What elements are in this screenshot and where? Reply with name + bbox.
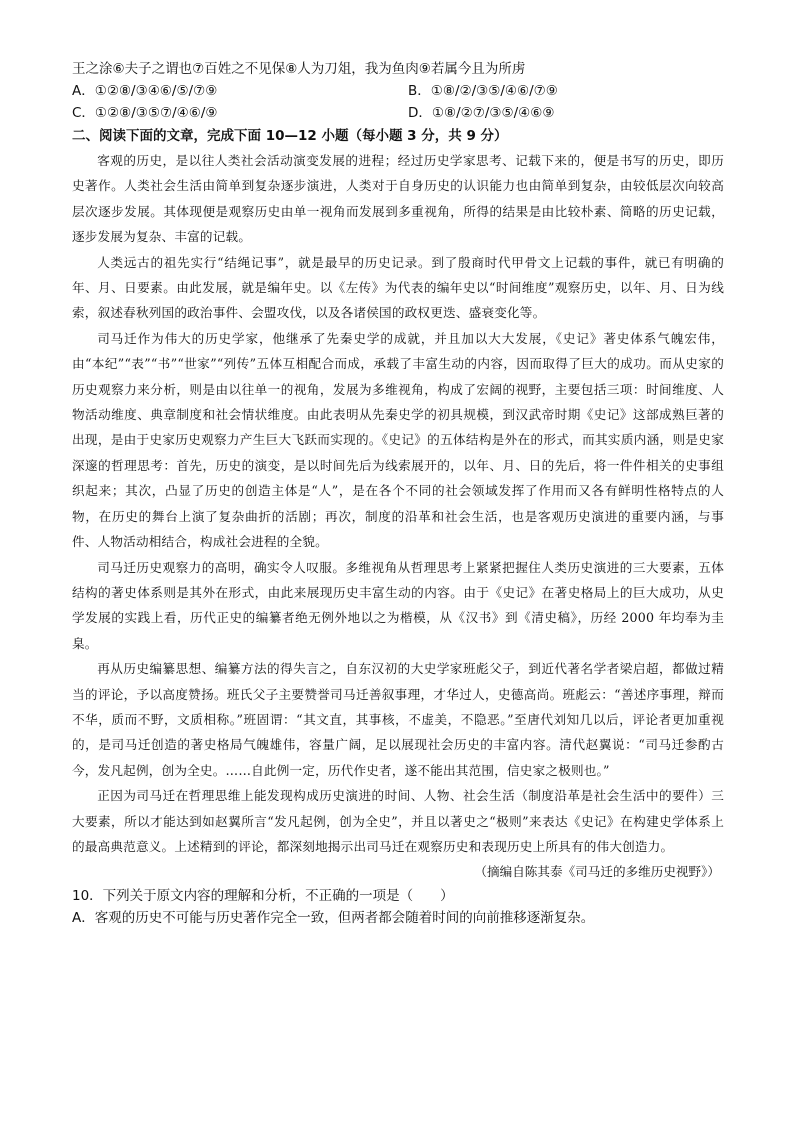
passage-paragraph: 再从历史编纂思想、编纂方法的得失言之，自东汉初的大史学家班彪父子，到近代著名学者梁启超，都做过精当的评论，予以高度赞扬。班氏父子主要赞誉司马迁善叙事理，才华过人，史德高尚。班彪云：“善述序事理，辩而不华，质而不野，文质相称。”班固谓：“其文直，其事核，不虚美，不隐恶。”至唐代刘知几以后，评论者更加重视的，是司马迁创造的著史格局气魄雄伟，容量广阔，足以展现社会历史的丰富内容。清代赵翼说：“司马迁参酌古今，发凡起例，创为全史。……自此例一定，历代作史者，遂不能出其范围，信史家之极则也。” xyxy=(72,661,724,778)
option-b: B．①⑧/②/③⑤/④⑥/⑦⑨ xyxy=(408,83,558,99)
question-10-option-a: A．客观的历史不可能与历史著作完全一致，但两者都会随着时间的向前推移逐渐复杂。 xyxy=(72,910,595,927)
option-c: C．①②⑧/③⑤⑦/④⑥/⑨ xyxy=(72,105,218,121)
exam-page xyxy=(72,58,724,929)
options-row-2 xyxy=(72,102,724,124)
reading-passage xyxy=(72,148,724,859)
previous-question-text: 王之涂⑥夫子之谓也⑦百姓之不见保⑧人为刀俎，我为鱼肉⑨若属今且为所虏 xyxy=(72,61,526,77)
passage-paragraph: 正因为司马迁在哲理思维上能发现构成历史演进的时间、人物、社会生活（制度沿革是社会生活中的要件）三大要素，所以才能达到如赵翼所言“发凡起例，创为全史”，并且以著史之“极则”来表达《史记》在构建史学体系上的最高典范意义。上述精到的评论，都深刻地揭示出司马迁在观察历史和表现历史上所具有的伟大创造力。 xyxy=(72,788,724,854)
section-heading: 二、阅读下面的文章，完成下面 10—12 小题（每小题 3 分，共 9 分） xyxy=(72,128,508,144)
option-d: D．①⑧/②⑦/③⑤/④⑥⑨ xyxy=(408,105,555,121)
passage-paragraph: 司马迁作为伟大的历史学家，他继承了先秦史学的成就，并且加以大大发展，《史记》著史体系气魄宏伟，由“本纪”“表”“书”“世家”“列传”五体互相配合而成，承载了丰富生动的内容，因而取得了巨大的成功。而从史家的历史观察力来分析，则是由以往单一的视角，发展为多维视角，构成了宏阔的视野，主要包括三项：时间维度、人物活动维度、典章制度和社会情状维度。由此表明从先秦史学的初具规模，到汉武帝时期《史记》这部成熟巨著的出现，是由于史家历史观察力产生巨大飞跃而实现的。《史记》的五体结构是外在的形式，而其实质内涵，则是史家深邃的哲理思考：首先，历史的演变，是以时间先后为线索展开的，以年、月、日的先后，将一件件相关的史事组织起来；其次，凸显了历史的创造主体是“人”，是在各个不同的社会领域发挥了作用而又各有鲜明性格特点的人物，在历史的舞台上演了复杂曲折的活剧；再次，制度的沿革和社会生活，也是客观历史演进的重要内涵，与事件、人物活动相结合，构成社会进程的全貌。 xyxy=(72,330,724,550)
passage-source: （摘编自陈其泰《司马迁的多维历史视野》） xyxy=(474,864,720,880)
options-row-1 xyxy=(72,80,724,102)
question-10-stem: 10．下列关于原文内容的理解和分析，不正确的一项是（ ） xyxy=(72,888,454,905)
passage-paragraph: 人类远古的祖先实行“结绳记事”，就是最早的历史记录。到了殷商时代甲骨文上记载的事件，就已有明确的年、月、日要素。由此发展，就是编年史。以《左传》为代表的编年史以“时间维度”观察历史，以年、月、日为线索，叙述春秋列国的政治事件、会盟攻伐，以及各诸侯国的政权更迭、盛衰变化等。 xyxy=(72,254,724,321)
passage-paragraph: 司马迁历史观察力的高明，确实令人叹服。多维视角从哲理思考上紧紧把握住人类历史演进的三大要素，五体结构的著史体系则是其外在形式，由此来展现历史丰富生动的内容。由于《史记》在著史格局上的巨大成功，从史学发展的实践上看，历代正史的编纂者绝无例外地以之为楷模，从《汉书》到《清史稿》，历经 2000 年均奉为圭臬。 xyxy=(72,559,724,651)
passage-paragraph: 客观的历史，是以往人类社会活动演变发展的进程；经过历史学家思考、记载下来的，便是书写的历史，即历史著作。人类社会生活由简单到复杂逐步演进，人类对于自身历史的认识能力也由简单到复杂，由较低层次向较高层次逐步发展。其体现便是观察历史由单一视角而发展到多重视角，所得的结果是由比较朴素、简略的历史记载，逐步发展为复杂、丰富的记载。 xyxy=(72,153,724,245)
option-a: A．①②⑧/③④⑥/⑤/⑦⑨ xyxy=(72,83,218,99)
